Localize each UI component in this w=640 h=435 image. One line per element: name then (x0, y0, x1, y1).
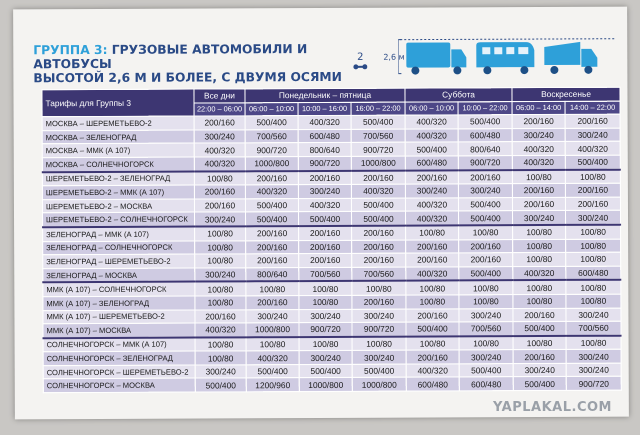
tariff-cell: 300/240 (566, 363, 621, 377)
route-name: ММК (А 107) – МОСКВА (43, 323, 195, 338)
tariff-cell: 500/400 (458, 115, 512, 129)
tariff-cell: 500/400 (352, 364, 406, 378)
tariff-cell: 700/560 (351, 129, 405, 143)
tariff-cell: 200/160 (352, 226, 406, 240)
time-slot: 06:00 – 10:00 (405, 101, 458, 115)
route-name: МОСКВА – ММК (А 107) (42, 143, 194, 157)
header-tariff: Тарифы для Группы 3 (42, 89, 194, 117)
tariff-cell: 100/80 (195, 337, 246, 351)
tariff-cell: 600/480 (458, 128, 512, 142)
tariff-cell: 500/400 (245, 198, 298, 212)
tariff-cell: 200/160 (513, 350, 566, 364)
tariff-cell: 400/320 (298, 116, 351, 130)
tariff-cell: 300/240 (194, 130, 245, 144)
tariff-cell: 100/80 (459, 336, 513, 350)
height-label: 2,6 м (383, 52, 405, 62)
route-name: СОЛНЕЧНОГОРСК – МОСКВА (43, 379, 195, 393)
time-slot: 14:00 – 22:00 (565, 101, 620, 115)
tariff-cell: 200/160 (246, 240, 299, 254)
tariff-cell: 200/160 (459, 239, 513, 253)
tariff-cell: 100/80 (246, 337, 299, 351)
tariff-cell: 200/160 (352, 240, 406, 254)
tariff-cell: 500/400 (299, 364, 352, 378)
route-name: ШЕРЕМЕТЬЕВО-2 – МОСКВА (42, 199, 194, 213)
tariff-cell: 500/400 (246, 364, 299, 378)
tariff-cell: 1000/800 (351, 156, 405, 170)
watermark: YAPLAKAL.COM (493, 400, 612, 415)
tariff-cell: 900/720 (351, 143, 405, 157)
tariff-cell: 400/320 (513, 266, 566, 280)
tariff-cell: 200/160 (565, 183, 620, 197)
tariff-cell: 300/240 (195, 268, 246, 282)
tariff-cell: 200/160 (406, 350, 459, 364)
tariff-cell: 300/240 (512, 128, 565, 142)
tariff-cell: 100/80 (352, 336, 406, 350)
tariff-cell: 100/80 (566, 225, 621, 239)
tariff-cell: 300/240 (566, 349, 621, 363)
tariff-cell: 400/320 (245, 185, 298, 199)
axle-count-indicator (353, 52, 367, 74)
tariff-cell: 400/320 (406, 211, 459, 225)
tariff-cell: 600/480 (459, 377, 513, 391)
tariff-cell: 300/240 (246, 309, 299, 323)
tariff-cell: 500/400 (459, 266, 513, 280)
vehicle-icons (398, 33, 618, 78)
tariff-cell: 200/160 (298, 170, 351, 184)
tariff-cell: 700/560 (352, 267, 406, 281)
tariff-cell: 300/240 (459, 308, 513, 322)
tariff-cell: 400/320 (512, 155, 565, 169)
tariff-cell: 500/400 (405, 142, 458, 156)
tariff-cell: 200/160 (246, 296, 299, 310)
tariff-cell: 900/720 (352, 322, 406, 336)
tariff-cell: 200/160 (406, 239, 459, 253)
time-slot: 10:00 – 22:00 (458, 101, 512, 115)
route-name: ММК (А 107) – ЗЕЛЕНОГРАД (43, 296, 195, 310)
tariff-cell: 300/240 (513, 211, 566, 225)
tariff-cell: 100/80 (299, 281, 352, 295)
tariff-cell: 100/80 (513, 253, 566, 267)
tariff-cell: 300/240 (566, 308, 621, 322)
time-slot: 10:00 – 16:00 (298, 102, 351, 116)
tariff-cell: 300/240 (352, 350, 406, 364)
route-name: ЗЕЛЕНОГРАД – МОСКВА (43, 268, 195, 283)
tariff-cell: 900/720 (566, 377, 621, 391)
tariff-cell: 100/80 (513, 294, 566, 308)
tariff-cell: 500/400 (459, 211, 513, 225)
time-slot: 22:00 – 06:00 (194, 102, 245, 116)
tariff-cell: 900/720 (458, 156, 512, 170)
tariff-cell: 800/640 (246, 267, 299, 281)
tariff-cell: 600/480 (405, 156, 458, 170)
tariff-cell: 500/400 (351, 198, 405, 212)
tariff-cell: 300/240 (513, 363, 566, 377)
tariff-table-body (42, 114, 621, 392)
tariff-cell: 400/320 (405, 129, 458, 143)
time-slot: 16:00 – 22:00 (351, 102, 405, 116)
tariff-cell: 400/320 (194, 157, 245, 171)
tariff-cell: 700/560 (566, 321, 621, 335)
axle-count: 2 (357, 51, 364, 63)
tariff-cell: 100/80 (406, 295, 459, 309)
page-title (33, 42, 363, 85)
header-saturday: Суббота (405, 88, 512, 102)
tariff-cell: 100/80 (513, 336, 566, 350)
tariff-cell: 300/240 (194, 212, 245, 226)
tariff-cell: 200/160 (565, 114, 620, 128)
tariff-cell: 400/320 (405, 198, 458, 212)
route-name: ММК (А 107) – ШЕРЕМЕТЬЕВО-2 (43, 310, 195, 324)
tariff-cell: 700/560 (245, 129, 298, 143)
tariff-cell: 800/640 (458, 142, 512, 156)
tariff-cell: 500/400 (406, 322, 459, 336)
tariff-cell: 600/480 (406, 377, 459, 391)
table-row (43, 377, 621, 393)
tariff-cell: 100/80 (246, 281, 299, 295)
route-name: СОЛНЕЧНОГОРСК – ЗЕЛЕНОГРАД (43, 351, 195, 365)
tariff-cell: 200/160 (512, 184, 565, 198)
tariff-cell: 200/160 (246, 254, 299, 268)
route-name: ШЕРЕМЕТЬЕВО-2 – ММК (А 107) (42, 185, 194, 199)
tariff-cell: 100/80 (566, 239, 621, 253)
tariff-cell: 100/80 (459, 225, 513, 239)
tariff-cell: 300/240 (299, 351, 352, 365)
tariff-cell: 100/80 (459, 295, 513, 309)
time-slot: 06:00 – 14:00 (512, 101, 565, 115)
tariff-cell: 400/320 (405, 115, 458, 129)
tariff-cell: 100/80 (513, 225, 566, 239)
tariff-cell: 100/80 (406, 336, 459, 350)
route-name: СОЛНЕЧНОГОРСК – ШЕРЕМЕТЬЕВО-2 (43, 365, 195, 379)
route-name: ММК (А 107) – СОЛНЕЧНОГОРСК (43, 282, 195, 297)
header-all-days: Все дни (194, 89, 245, 103)
tariff-cell: 300/240 (458, 184, 512, 198)
tariff-cell: 200/160 (458, 170, 512, 184)
tariff-cell: 100/80 (195, 282, 246, 296)
tariff-cell: 500/400 (195, 378, 246, 392)
title-line2: ВЫСОТОЙ 2,6 М И БОЛЕЕ, С ДВУМЯ ОСЯМИ (33, 69, 342, 86)
tariff-cell: 100/80 (195, 351, 246, 365)
tariff-cell: 100/80 (299, 337, 352, 351)
tariff-cell: 100/80 (195, 226, 246, 240)
tariff-cell: 300/240 (459, 350, 513, 364)
tariff-cell: 100/80 (513, 280, 566, 294)
route-name: ШЕРЕМЕТЬЕВО-2 – СОЛНЕЧНОГОРСК (42, 212, 194, 227)
tariff-cell: 100/80 (352, 281, 406, 295)
tariff-cell: 200/160 (512, 115, 565, 129)
tariff-cell: 500/400 (351, 115, 405, 129)
tariff-cell: 100/80 (299, 295, 352, 309)
tariff-cell: 100/80 (565, 169, 620, 183)
tariff-cell: 100/80 (512, 169, 565, 183)
tariff-cell: 700/560 (459, 322, 513, 336)
tariff-cell: 400/320 (194, 143, 245, 157)
axle-icon (353, 63, 367, 71)
tariff-cell: 100/80 (195, 296, 246, 310)
route-name: МОСКВА – ШЕРЕМЕТЬЕВО-2 (42, 116, 194, 130)
tariff-cell: 200/160 (299, 240, 352, 254)
tariff-cell: 400/320 (351, 184, 405, 198)
tariff-cell: 300/240 (565, 128, 620, 142)
tariff-cell: 1000/800 (299, 378, 352, 392)
tariff-cell: 500/400 (513, 322, 566, 336)
tariff-cell: 200/160 (194, 199, 245, 213)
tariff-cell: 500/400 (298, 212, 351, 226)
tariff-cell: 200/160 (512, 197, 565, 211)
tariff-cell: 800/640 (298, 143, 351, 157)
tariff-cell: 100/80 (459, 280, 513, 294)
tariff-cell: 200/160 (351, 170, 405, 184)
tariff-cell: 200/160 (352, 253, 406, 267)
tariff-cell: 900/720 (299, 322, 352, 336)
tariff-cell: 200/160 (194, 116, 245, 130)
dump-truck-icon (544, 42, 597, 74)
tariff-cell: 100/80 (566, 294, 621, 308)
tariff-cell: 400/320 (406, 267, 459, 281)
title-group-label: ГРУППА 3: (33, 42, 108, 58)
tariff-cell: 400/320 (246, 351, 299, 365)
tariff-cell: 100/80 (194, 171, 245, 185)
header-sunday: Воскресенье (512, 87, 620, 101)
tariff-cell: 100/80 (406, 281, 459, 295)
route-name: ЗЕЛЕНОГРАД – ШЕРЕМЕТЬЕВО-2 (43, 254, 195, 268)
tariff-cell: 300/240 (352, 309, 406, 323)
tariff-cell: 500/400 (351, 211, 405, 225)
tariff-cell: 200/160 (299, 226, 352, 240)
tariff-cell: 300/240 (195, 365, 246, 379)
route-name: ШЕРЕМЕТЬЕВО-2 – ЗЕЛЕНОГРАД (42, 171, 194, 186)
title-line1: ГРУЗОВЫЕ АВТОМОБИЛИ И АВТОБУСЫ (33, 42, 308, 72)
tariff-cell: 200/160 (513, 308, 566, 322)
tariff-cell: 1000/800 (352, 378, 406, 392)
route-name: ЗЕЛЕНОГРАД – СОЛНЕЧНОГОРСК (43, 241, 195, 255)
tariff-cell: 400/320 (298, 198, 351, 212)
route-name: МОСКВА – СОЛНЕЧНОГОРСК (42, 157, 194, 172)
tariff-cell: 200/160 (352, 295, 406, 309)
tariff-cell: 100/80 (566, 335, 621, 349)
tariff-cell: 200/160 (406, 308, 459, 322)
bus-icon (476, 42, 534, 74)
tariff-cell: 200/160 (565, 197, 620, 211)
tariff-cell: 100/80 (566, 252, 621, 266)
tariff-cell: 100/80 (406, 225, 459, 239)
header-weekdays: Понедельник – пятница (245, 88, 405, 102)
tariff-cell: 100/80 (195, 240, 246, 254)
tariff-cell: 600/480 (566, 266, 621, 280)
tariff-cell: 200/160 (194, 185, 245, 199)
tariff-cell: 500/400 (459, 364, 513, 378)
tariff-cell: 200/160 (246, 226, 299, 240)
tariff-cell: 200/160 (406, 253, 459, 267)
tariff-cell: 200/160 (299, 253, 352, 267)
tariff-cell: 1000/800 (246, 323, 299, 337)
tariff-cell: 300/240 (299, 309, 352, 323)
tariff-cell: 1200/960 (246, 378, 299, 392)
route-name: СОЛНЕЧНОГОРСК – ММК (А 107) (43, 337, 195, 352)
route-name: ЗЕЛЕНОГРАД – ММК (А 107) (43, 226, 195, 241)
tariff-cell: 500/400 (513, 377, 566, 391)
route-name: МОСКВА – ЗЕЛЕНОГРАД (42, 130, 194, 144)
tariff-cell: 500/400 (458, 197, 512, 211)
tariff-cell: 100/80 (513, 239, 566, 253)
tariff-cell: 300/240 (405, 184, 458, 198)
tariff-cell: 100/80 (566, 280, 621, 294)
tariff-cell: 400/320 (565, 142, 620, 156)
tariff-cell: 1000/800 (245, 157, 298, 171)
tariff-cell: 500/400 (245, 116, 298, 130)
tariff-cell: 300/240 (298, 185, 351, 199)
tariff-cell: 200/160 (459, 253, 513, 267)
tariff-cell: 200/160 (245, 171, 298, 185)
tariff-cell: 400/320 (512, 142, 565, 156)
tariff-cell: 200/160 (405, 170, 458, 184)
tariff-cell: 600/480 (298, 129, 351, 143)
tariff-cell: 100/80 (195, 254, 246, 268)
time-slot: 06:00 – 10:00 (245, 102, 298, 116)
tariff-cell: 700/560 (299, 267, 352, 281)
tariff-cell: 900/720 (245, 143, 298, 157)
tariff-cell: 400/320 (406, 364, 459, 378)
tariff-cell: 300/240 (566, 211, 621, 225)
truck-icon (406, 42, 466, 74)
tariff-cell: 500/400 (565, 155, 620, 169)
tariff-sheet (13, 7, 629, 420)
tariff-cell: 400/320 (195, 323, 246, 337)
tariff-cell: 500/400 (245, 212, 298, 226)
tariff-cell: 200/160 (195, 309, 246, 323)
tariff-cell: 900/720 (298, 156, 351, 170)
tariff-table (41, 87, 621, 394)
